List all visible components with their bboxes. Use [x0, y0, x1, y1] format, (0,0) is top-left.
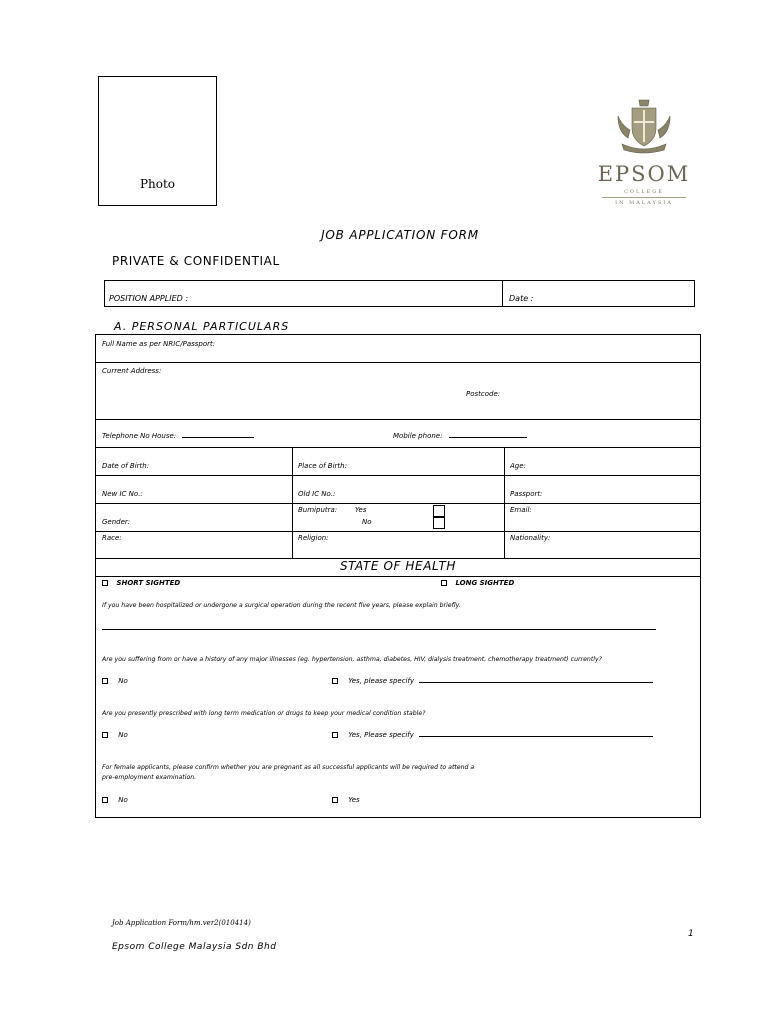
new-ic-field[interactable]: New IC No.:: [102, 490, 143, 498]
passport-field[interactable]: Passport:: [510, 490, 543, 498]
short-sighted-option[interactable]: [102, 579, 180, 587]
row-divider: [96, 503, 700, 504]
column-divider: [292, 447, 293, 558]
illness-no-label: No: [118, 677, 128, 685]
logo-subtitle: COLLEGE: [624, 189, 664, 195]
full-name-field[interactable]: Full Name as per NRIC/Passport:: [102, 340, 216, 348]
medication-yes-option[interactable]: [332, 731, 653, 739]
nationality-field[interactable]: Nationality:: [510, 534, 551, 542]
medication-no-label: No: [118, 731, 128, 739]
postcode-field[interactable]: Postcode:: [466, 390, 501, 398]
photo-box[interactable]: [98, 76, 217, 206]
row-divider: [96, 475, 700, 476]
medication-specify-line[interactable]: [419, 736, 653, 737]
illness-specify-line[interactable]: [419, 682, 653, 683]
short-sighted-checkbox[interactable]: [102, 580, 108, 586]
illness-yes-checkbox[interactable]: [332, 678, 338, 684]
long-sighted-checkbox[interactable]: [441, 580, 447, 586]
form-version-code: Job Application Form/hm.ver2(010414): [112, 919, 251, 927]
college-logo: [596, 98, 692, 213]
long-sighted-label: LONG SIGHTED: [455, 579, 515, 587]
position-applied-row: [104, 280, 695, 307]
pregnancy-question-line1: For female applicants, please confirm whether you are pregnant as all successful applicants will be required to attend a: [102, 764, 475, 771]
mobile-phone-label: Mobile phone:: [393, 432, 443, 440]
confidential-heading: PRIVATE & CONFIDENTIAL: [112, 254, 280, 268]
row-divider: [96, 576, 700, 577]
form-title: JOB APPLICATION FORM: [321, 228, 479, 242]
current-address-field[interactable]: Current Address:: [102, 367, 162, 375]
illness-no-option[interactable]: [102, 677, 128, 685]
photo-label: Photo: [139, 177, 176, 191]
medication-yes-label: Yes, Please specify: [348, 731, 414, 739]
position-row-divider: [502, 281, 503, 306]
age-field[interactable]: Age:: [510, 462, 526, 470]
illness-yes-label: Yes, please specify: [348, 677, 415, 685]
email-field[interactable]: Email:: [510, 506, 532, 514]
row-divider: [96, 362, 700, 363]
medication-yes-checkbox[interactable]: [332, 732, 338, 738]
hospitalization-question: If you have been hospitalized or undergone a surgical operation during the recent five years, please explain briefly.: [102, 602, 461, 609]
position-applied-field[interactable]: POSITION APPLIED :: [109, 294, 189, 303]
page-number: 1: [688, 929, 694, 939]
pregnancy-yes-label: Yes: [348, 796, 360, 804]
place-of-birth-field[interactable]: Place of Birth:: [298, 462, 347, 470]
old-ic-field[interactable]: Old IC No.:: [298, 490, 336, 498]
race-field[interactable]: Race:: [102, 534, 122, 542]
medication-question: Are you presently prescribed with long term medication or drugs to keep your medical condition stable?: [102, 710, 426, 717]
pregnancy-no-checkbox[interactable]: [102, 797, 108, 803]
illness-question: Are you suffering from or have a history of any major illnesses (eg. hypertension, asthma, diabetes, HIV, dialysis treatment, chemotherapy treatment) currently?: [102, 656, 602, 663]
long-sighted-option[interactable]: [441, 579, 514, 587]
illness-yes-option[interactable]: [332, 677, 653, 685]
pregnancy-no-label: No: [118, 796, 128, 804]
short-sighted-label: SHORT SIGHTED: [116, 579, 181, 587]
logo-location: IN MALAYSIA: [615, 200, 673, 206]
hospitalization-answer-line[interactable]: [102, 629, 656, 630]
telephone-house-line: [182, 437, 254, 438]
row-divider: [96, 419, 700, 420]
bumiputra-label: Bumiputra:: [298, 506, 338, 514]
bumiputra-yes-checkbox[interactable]: [433, 505, 445, 517]
illness-no-checkbox[interactable]: [102, 678, 108, 684]
company-name: Epsom College Malaysia Sdn Bhd: [112, 942, 277, 952]
column-divider: [504, 447, 505, 558]
bumiputra-yes-label: Yes: [355, 506, 367, 514]
date-of-birth-field[interactable]: Date of Birth:: [102, 462, 150, 470]
logo-divider: [602, 197, 686, 198]
logo-name: EPSOM: [597, 162, 691, 186]
crest-icon: [614, 98, 674, 158]
personal-particulars-table: [95, 334, 701, 818]
bumiputra-no-checkbox[interactable]: [433, 517, 445, 529]
section-a-title: A. PERSONAL PARTICULARS: [114, 320, 290, 333]
state-of-health-title: STATE OF HEALTH: [339, 559, 457, 573]
row-divider: [96, 531, 700, 532]
gender-field[interactable]: Gender:: [102, 518, 131, 526]
pregnancy-question-line2: pre-employment examination.: [102, 774, 197, 781]
mobile-phone-field[interactable]: [393, 432, 527, 440]
telephone-house-field[interactable]: [102, 432, 254, 440]
pregnancy-no-option[interactable]: [102, 796, 128, 804]
date-field[interactable]: Date :: [509, 294, 534, 303]
mobile-phone-line: [449, 437, 527, 438]
pregnancy-yes-option[interactable]: [332, 796, 360, 804]
bumiputra-no-label: No: [362, 518, 372, 526]
pregnancy-yes-checkbox[interactable]: [332, 797, 338, 803]
medication-no-checkbox[interactable]: [102, 732, 108, 738]
telephone-house-label: Telephone No House:: [102, 432, 177, 440]
row-divider: [96, 447, 700, 448]
medication-no-option[interactable]: [102, 731, 128, 739]
religion-field[interactable]: Religion:: [298, 534, 329, 542]
